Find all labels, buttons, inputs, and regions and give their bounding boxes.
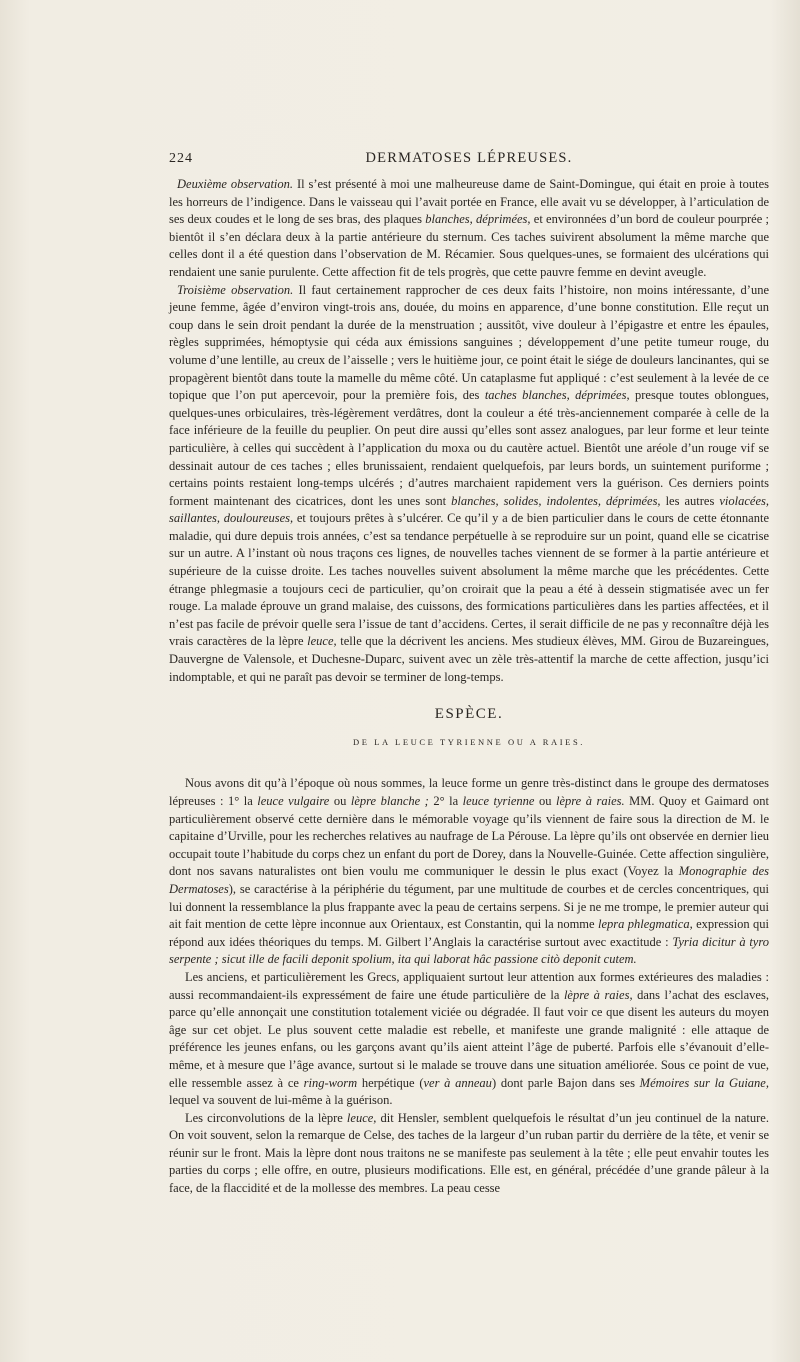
italic-term: ring-worm <box>303 1075 358 1090</box>
italic-term: lèpre à raies. <box>556 794 625 808</box>
italic-term: leuce tyrienne <box>462 794 535 808</box>
paragraph-anciens <box>169 969 769 1110</box>
italic-term: taches blanches, déprimées, <box>484 388 630 403</box>
italic-term: blanches, solides, indolentes, déprimées, <box>451 493 661 508</box>
text-block <box>169 150 769 1198</box>
text-run: herpétique ( <box>357 1075 424 1090</box>
page-header <box>169 150 769 176</box>
italic-term: lèpre à raies, <box>563 987 633 1002</box>
text-run: et toujours prêtes à s’ulcérer. Ce qu’il y a de bien particulier dans le cours de cette étonnante maladie, qui dure depuis trois années, c’est sa tendance perpétuelle à se reproduire sur un point, quand elle se cicatrise sur un autre. A l’instant où nous traçons ces lignes, de nouvelles taches viennent de se former à la partie antérieure et supérieure de la cuisse droite. Les taches nouvelles suivent absolument la même marche que les précédentes. Cette étrange phlegmasie a toujours ceci de particulier, qu’on croirait que la peau a été à dessein stigmatisée avec un fer rouge. La malade éprouve un grand malaise, des cuissons, des formications particulières dans les parties affectées, et il n’est pas facile de prévoir quelle sera l’issue de tant d’accidens. Certes, il serait difficile de ne pas y reconnaître déjà les vrais caractères de la lèpre <box>169 511 769 649</box>
running-title: DERMATOSES LÉPREUSES. <box>365 150 573 166</box>
italic-term: blanches, déprimées <box>425 212 528 227</box>
text-run: Il s’est présenté à moi une malheureuse dame de Saint-Domingue, qui était en proie à toutes les horreurs de l’indigence. Dans le vaisseau qui l’avait portée en France, elle avait vu se développer, à l’articulation de ses deux coudes et le long de ses bras, des plaques <box>169 177 769 227</box>
page-number: 224 <box>169 151 193 166</box>
text-run: lequel va souvent de lui-même à la guérison. <box>169 1093 393 1108</box>
italic-term: leuce, <box>307 634 337 649</box>
text-run: MM. Quoy et Gaimard ont particulièrement observé cette dernière dans le mémorable voyage qu’ils viennent de faire sous la direction de M. le capitaine d’Urville, pour les recherches relatives au naufrage de La Pérouse. La lèpre qu’ils ont observée en dernier lieu occupait toute l’habitude du corps chez un enfant du port de Dorey, dans la Nouvelle-Guinée. Cette affection singulière, dont nos savans naturalistes ont bien voulu me communiquer le dessin le plus exact (Voyez la <box>169 794 769 879</box>
text-run: ou <box>329 794 351 808</box>
text-run: , et environnées d’un bord de couleur pourprée ; bientôt il s’en déclara deux à la partie antérieure du sternum. Ces taches suivirent absolument la même marche que celles dont il a été question dans l’observation de M. Récamier. Sous quelques-unes, se formaient des ulcérations qui rendaient une sanie purulente. Cette affection fit de tels progrès, que cette pauvre femme en devint aveugle. <box>169 212 769 279</box>
paragraph-leuce-tyrienne <box>169 775 769 969</box>
text-run: ) dont parle Bajon dans ses <box>491 1075 640 1090</box>
observation-label: Deuxième observation. <box>177 177 294 191</box>
text-run: dans l’achat des esclaves, parce qu’elle annonçait une constitution totalement viciée ou dégradée. Il faut voir ce que disent les auteurs du moyen âge sur cet objet. Le plus souvent cette maladie est rebelle, et manifeste une grande malignité : elle attaque de préférence les jeunes enfans, ou les garçons avant qu’ils aient atteint l’âge de puberté. Parfois elle s’évanouit d’elle-même, et à mesure que l’âge avance, surtout si le malade se trouve dans une situation améliorée. Sous ce point de vue, elle ressemble assez à ce <box>169 987 769 1090</box>
text-run: 2° la <box>428 794 463 808</box>
section-title: ESPÈCE. <box>434 706 504 723</box>
italic-term: leuce vulgaire <box>257 794 330 808</box>
paragraph-observation-2 <box>169 176 769 282</box>
paragraph-observation-3 <box>169 282 769 687</box>
text-run: les autres <box>660 493 720 508</box>
italic-term: lèpre blanche ; <box>350 794 429 808</box>
italic-quote: Tyria dicitur à tyro serpente ; sicut ille de facili deponit spolium, ita qui laborat hâc passione citò deponit cutem. <box>169 934 769 967</box>
italic-term: leuce, <box>346 1110 377 1125</box>
observation-label: Troisième observation. <box>177 282 294 297</box>
paragraph-circonvolutions <box>169 1110 769 1198</box>
text-run: presque toutes oblongues, quelques-unes orbiculaires, très-légèrement verdâtres, dont la couleur a été très-anciennement comparée à celle de la face inférieure de la feuille du peuplier. On peut dire aussi qu’elles sont assez analogues, par leur forme et leur teinte particulière, à celles qui succèdent à l’application du moxa ou du cautère actuel. Bientôt une aréole d’un rouge vif se dessinait autour de ces taches ; elles brunissaient, rendaient quelquefois, par leurs bords, un suintement puriforme ; certains points restaient long-temps ulcérés ; d’autres marchaient rapidement vers la guérison. Ces derniers points forment maintenant des cicatrices, dont les unes sont <box>169 388 770 508</box>
section-subtitle: DE LA LEUCE TYRIENNE OU A RAIES. <box>352 736 586 747</box>
text-run: Les circonvolutions de la lèpre <box>185 1110 347 1125</box>
italic-term: violacées, saillantes, douloureuses, <box>169 493 769 526</box>
text-run: Les anciens, et particulièrement les Grecs, appliquaient surtout leur attention aux formes extérieures des maladies : aussi recommandaient-ils expressément de faire une étude particulière de la <box>169 969 769 1002</box>
italic-term: Mémoires sur la Guiane, <box>639 1075 769 1090</box>
italic-term: ver à anneau <box>423 1075 492 1090</box>
text-run: expression qui répond aux idées théoriques du temps. M. Gilbert l’Anglais la caractérise surtout avec exactitude : <box>169 917 769 949</box>
text-run: ), se caractérise à la périphérie du tégument, par une multitude de courbes et de cercles concentriques, qui lui donnent la ressemblance la plus frappante avec la peau de certains serpens. Si je ne me trompe, le premier auteur qui ait fait mention de cette lèpre inconnue aux Orientaux, est Constantin, qui la nomme <box>169 881 769 932</box>
italic-term: lepra phlegmatica, <box>597 917 693 932</box>
text-run: telle que la décrivent les anciens. Mes studieux élèves, MM. Girou de Buzareingues, Dauvergne de Valensole, et Duchesne-Duparc, suivent avec un zèle très-attentif la marche de cette affection, jusqu’ici indomptable, et qui ne paraît pas devoir se terminer de long-temps. <box>169 634 769 684</box>
text-run: dit Hensler, semblent quelquefois le résultat d’un jeu continuel de la nature. On voit souvent, selon la remarque de Celse, des taches de la largeur d’un ruban partir du derrière de la tête, et venir se réunir sur le front. Mais la lèpre dont nous traitons ne se manifeste pas seulement à la tête ; elle peut envahir toutes les parties du corps ; elle offre, en outre, plusieurs modifications. Elle est, en général, précédée d’une grande pâleur à la face, de la flaccidité et de la mollesse des membres. La peau cesse <box>169 1110 769 1196</box>
text-run: Nous avons dit qu’à l’époque où nous sommes, la leuce forme un genre très-distinct dans le groupe des dermatoses lépreuses : 1° la <box>169 776 769 808</box>
text-run: Il faut certainement rapprocher de ces deux faits l’histoire, non moins intéressante, d’une jeune femme, âgée d’environ vingt-trois ans, douée, du moins en apparence, d’une bonne constitution. Elle reçut un coup dans le sein droit pendant la durée de la menstruation ; aussitôt, vive douleur à l’épigastre et entre les épaules, règles supprimées, hémoptysie qui céda aux émissions sanguines ; développement d’une petite tumeur rouge, du volume d’une lentille, au creux de l’aisselle ; vers le huitième jour, ce point était le siége de douleurs lancinantes, qui se propagèrent bientôt dans toute la mamelle du même côté. Un cataplasme fut appliqué : c’est seulement à la levée de ce topique que l’on put apercevoir, pour la première fois, des <box>169 282 769 403</box>
italic-term: Monographie des Dermatoses <box>169 864 769 896</box>
text-run: ou <box>534 794 556 808</box>
